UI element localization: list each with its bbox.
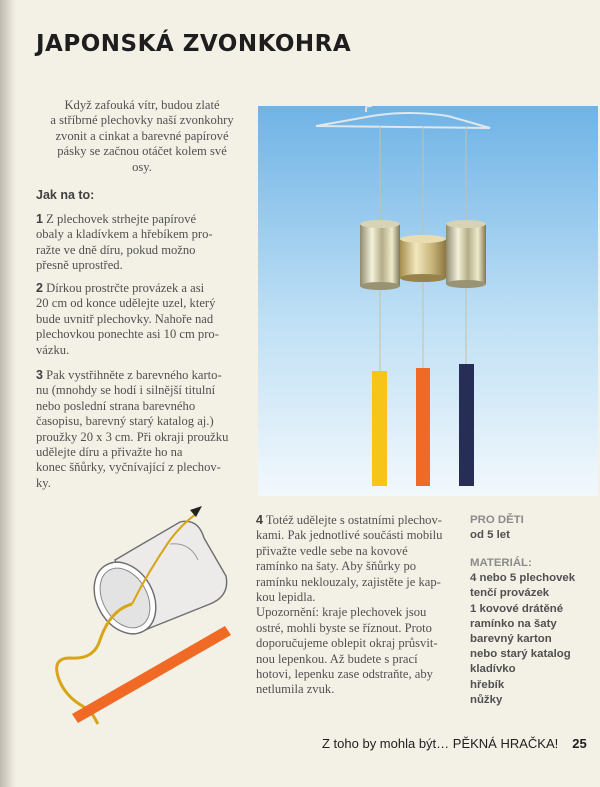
- step-line: proužky 20 x 3 cm. Při okraji proužku: [36, 429, 229, 444]
- howto-heading: Jak na to:: [36, 188, 95, 202]
- warning-line: nou lepenkou. Až budete s prací: [256, 651, 418, 666]
- orange-paper-strip: [416, 368, 430, 486]
- step-3: [36, 368, 262, 491]
- material-item: nůžky: [470, 693, 503, 706]
- material-item: tenčí provázek: [470, 587, 550, 600]
- tin-can-drawing: [82, 521, 227, 645]
- material-item: kladívko: [470, 663, 516, 676]
- warning-line: doporučujeme oblepit okraj průsvit-: [256, 636, 438, 651]
- material-item: 1 kovové drátěné: [470, 602, 564, 615]
- step-number: 3: [36, 368, 43, 382]
- intro-line: a stříbrné plechovky naší zvonkohry: [50, 113, 234, 128]
- age-value: od 5 let: [470, 529, 510, 542]
- material-item: hřebík: [470, 678, 505, 691]
- intro-line: Když zafouká vítr, budou zlaté: [64, 98, 220, 112]
- warning-line: netlumila zvuk.: [256, 682, 335, 697]
- warning-line: hotovi, lepenku zase odstraňte, aby: [256, 667, 433, 682]
- step-line: obaly a kladívkem a hřebíkem pro-: [36, 227, 213, 242]
- material-item: 4 nebo 5 plechovek: [470, 572, 576, 585]
- footer-running-title: Z toho by mohla být… PĚKNÁ HRAČKA!: [322, 736, 559, 751]
- warning-line: ostré, mohli byste se říznout. Proto: [256, 620, 432, 635]
- direction-arrow-icon: [190, 506, 202, 517]
- age-box: [470, 513, 524, 543]
- step-line: ramínko na šaty. Aby šňůrky po: [256, 559, 417, 574]
- can-and-strip-illustration: [20, 500, 256, 735]
- intro-paragraph: [36, 98, 248, 175]
- intro-line: zvonit a cinkat a barevné papírové: [55, 128, 229, 143]
- page-title: JAPONSKÁ ZVONKOHRA: [36, 31, 352, 57]
- step-line: ražte ve dně díru, pokud možno: [36, 242, 196, 257]
- step-line: přesně uprostřed.: [36, 258, 123, 273]
- step-line: časopisu, barevný starý katalog aj.): [36, 414, 214, 429]
- step-number: 1: [36, 212, 43, 226]
- material-item: barevný karton: [470, 633, 552, 646]
- step-line: ky.: [36, 475, 51, 490]
- wind-chime-photo: [258, 106, 598, 496]
- step-line: bude uvnitř plechovky. Nahoře nad: [36, 311, 214, 326]
- page-number: 25: [572, 736, 587, 751]
- step-line: kami. Pak jednotlivé součásti mobilu: [256, 528, 443, 543]
- materials-box: [470, 556, 575, 708]
- step-number: 2: [36, 281, 43, 295]
- age-label: PRO DĚTI: [470, 514, 524, 526]
- step-line: nu (mnohdy se hodí i silnější titulní: [36, 383, 216, 398]
- tin-can-middle: [400, 235, 446, 282]
- step-line: Dírkou prostrčte provázek a asi: [42, 281, 205, 295]
- book-spine-shadow: [0, 0, 16, 787]
- material-item: ramínko na šaty: [470, 617, 557, 630]
- step-line: vázku.: [36, 342, 70, 357]
- tin-can-right: [446, 220, 486, 288]
- step-line: Totéž udělejte s ostatními plechov-: [262, 513, 442, 527]
- step-line: plechovkou ponechte asi 10 cm pro-: [36, 327, 219, 342]
- step-line: Pak vystřihněte z barevného karto-: [42, 368, 222, 382]
- warning-line: Upozornění: kraje plechovek jsou: [256, 605, 427, 620]
- navy-paper-strip: [459, 364, 474, 486]
- step-line: kou lepidla.: [256, 590, 316, 605]
- intro-line: pásky se začnou otáčet kolem své: [57, 144, 227, 159]
- material-item: nebo starý katalog: [470, 648, 571, 661]
- step-2: [36, 281, 262, 358]
- yellow-paper-strip: [372, 371, 387, 486]
- step-number: 4: [256, 513, 263, 527]
- step-1: [36, 212, 262, 274]
- orange-strip-drawing: [72, 626, 231, 723]
- step-line: přivažte vedle sebe na kovové: [256, 543, 408, 558]
- step-line: Z plechovek strhejte papírové: [42, 212, 197, 226]
- materials-label: MATERIÁL:: [470, 557, 532, 569]
- tin-can-left: [360, 220, 400, 290]
- intro-line: osy.: [132, 159, 152, 174]
- page-footer: [322, 736, 587, 751]
- step-line: udělejte díru a přivažte ho na: [36, 445, 183, 460]
- step-line: 20 cm od konce udělejte uzel, který: [36, 296, 216, 311]
- step-line: ramínku neklouzaly, zajistěte je kap-: [256, 574, 441, 589]
- step-line: konec šňůrky, vyčnívající z plechov-: [36, 460, 221, 475]
- step-4: [256, 513, 454, 698]
- step-line: nebo poslední strana barevného: [36, 398, 196, 413]
